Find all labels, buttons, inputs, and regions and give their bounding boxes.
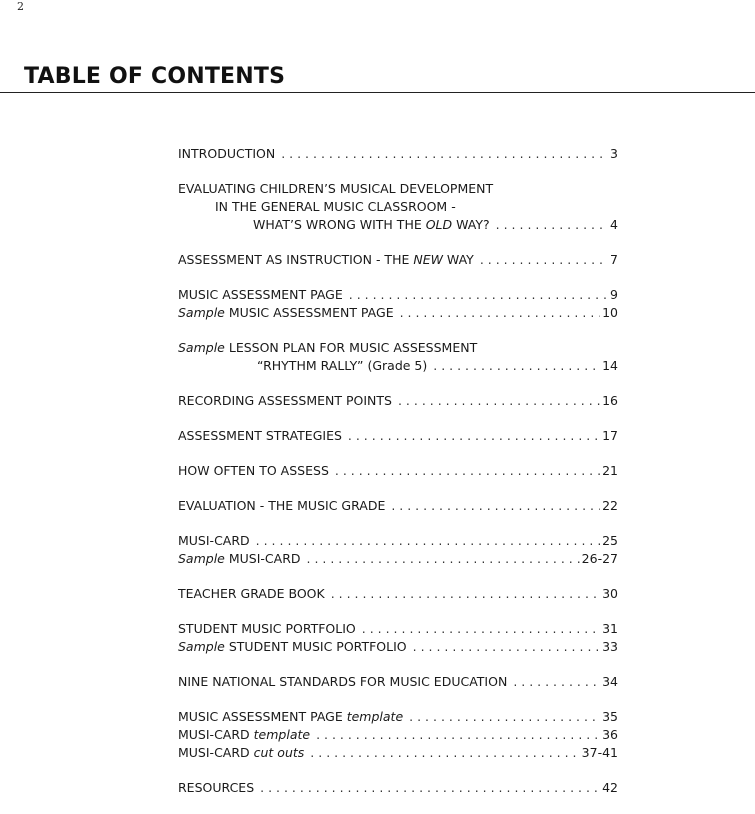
dot-leader — [391, 497, 600, 515]
toc-entry-sample-music-assessment-page[interactable] — [178, 304, 618, 322]
toc-entry-page: 37-41 — [581, 745, 618, 760]
toc-entry-evaluating-line1[interactable]: EVALUATING CHILDREN’S MUSICAL DEVELOPMENT — [178, 181, 494, 196]
toc-entry-strategies[interactable] — [178, 427, 618, 445]
dot-leader — [513, 673, 600, 691]
dot-leader — [310, 744, 579, 762]
toc-entry-portfolio[interactable] — [178, 620, 618, 638]
toc-entry-label: MUSI-CARD — [178, 533, 250, 548]
toc-entry-label: EVALUATION - THE MUSIC GRADE — [178, 498, 386, 513]
dot-leader — [496, 216, 608, 234]
toc-entry-label: RECORDING ASSESSMENT POINTS — [178, 393, 392, 408]
toc-entry-page: 33 — [602, 639, 618, 654]
toc-entry-page: 34 — [602, 674, 618, 689]
toc-entry-evaluating[interactable] — [178, 216, 618, 234]
toc-group-how-often — [178, 462, 618, 480]
dot-leader — [348, 427, 600, 445]
dot-leader — [398, 392, 600, 410]
table-of-contents — [178, 145, 618, 814]
toc-entry-label: Sample STUDENT MUSIC PORTFOLIO — [178, 639, 407, 654]
toc-group-evaluation — [178, 497, 618, 515]
toc-entry-musi-card[interactable] — [178, 532, 618, 550]
toc-group-portfolio — [178, 620, 618, 656]
dot-leader — [260, 779, 600, 797]
toc-entry-label: MUSIC ASSESSMENT PAGE template — [178, 709, 404, 724]
toc-entry-label: STUDENT MUSIC PORTFOLIO — [178, 621, 356, 636]
dot-leader — [331, 585, 600, 603]
toc-entry-page: 4 — [610, 217, 618, 232]
toc-entry-label: Sample MUSI-CARD — [178, 551, 301, 566]
toc-entry-page: 16 — [602, 393, 618, 408]
toc-entry-sample-portfolio[interactable] — [178, 638, 618, 656]
toc-entry-introduction[interactable] — [178, 145, 618, 163]
toc-entry-label: MUSIC ASSESSMENT PAGE — [178, 287, 343, 302]
toc-entry-grade-book[interactable] — [178, 585, 618, 603]
toc-entry-page: 22 — [602, 498, 618, 513]
toc-group-lesson-plan — [178, 339, 618, 375]
toc-entry-how-often[interactable] — [178, 462, 618, 480]
toc-entry-label: NINE NATIONAL STANDARDS FOR MUSIC EDUCATION — [178, 674, 508, 689]
page-number: 2 — [17, 0, 24, 13]
toc-group-assessment-instruction — [178, 251, 618, 269]
toc-entry-page: 26-27 — [581, 551, 618, 566]
dot-leader — [256, 532, 600, 550]
toc-group-evaluating — [178, 180, 618, 234]
toc-group-grade-book — [178, 585, 618, 603]
toc-entry-label: TEACHER GRADE BOOK — [178, 586, 325, 601]
dot-leader — [281, 145, 608, 163]
toc-entry-label: INTRODUCTION — [178, 146, 276, 161]
toc-entry-page: 21 — [602, 463, 618, 478]
toc-entry-page: 30 — [602, 586, 618, 601]
toc-group-standards — [178, 673, 618, 691]
toc-entry-label: ASSESSMENT AS INSTRUCTION - THE NEW WAY — [178, 252, 474, 267]
dot-leader — [400, 304, 601, 322]
toc-entry-sample-musi-card[interactable] — [178, 550, 618, 568]
toc-entry-standards[interactable] — [178, 673, 618, 691]
toc-entry-label: Sample MUSIC ASSESSMENT PAGE — [178, 305, 394, 320]
toc-entry-label: RESOURCES — [178, 780, 255, 795]
toc-entry-page: 35 — [602, 709, 618, 724]
toc-entry-page: 3 — [610, 146, 618, 161]
toc-entry-music-assessment-page[interactable] — [178, 286, 618, 304]
dot-leader — [362, 620, 600, 638]
toc-entry-label: MUSI-CARD cut outs — [178, 745, 305, 760]
toc-entry-page: 36 — [602, 727, 618, 742]
page-title: TABLE OF CONTENTS — [24, 64, 286, 89]
dot-leader — [307, 550, 580, 568]
toc-group-recording-points — [178, 392, 618, 410]
toc-entry-page: 14 — [602, 358, 618, 373]
toc-entry-recording-points[interactable] — [178, 392, 618, 410]
toc-entry-evaluating-line2[interactable]: IN THE GENERAL MUSIC CLASSROOM - — [215, 199, 456, 214]
toc-entry-assessment-instruction[interactable] — [178, 251, 618, 269]
toc-group-musi-card — [178, 532, 618, 568]
toc-entry-assessment-template[interactable] — [178, 708, 618, 726]
toc-entry-page: 17 — [602, 428, 618, 443]
dot-leader — [316, 726, 600, 744]
toc-entry-resources[interactable] — [178, 779, 618, 797]
toc-entry-page: 9 — [610, 287, 618, 302]
toc-entry-page: 25 — [602, 533, 618, 548]
title-rule — [0, 92, 755, 93]
toc-group-resources — [178, 779, 618, 797]
toc-entry-musi-card-cutouts[interactable] — [178, 744, 618, 762]
toc-group-music-assessment-page — [178, 286, 618, 322]
toc-entry-musi-card-template[interactable] — [178, 726, 618, 744]
toc-entry-label: MUSI-CARD template — [178, 727, 311, 742]
dot-leader — [409, 708, 600, 726]
toc-entry-page: 42 — [602, 780, 618, 795]
toc-entry-page: 10 — [602, 305, 618, 320]
toc-entry-label: HOW OFTEN TO ASSESS — [178, 463, 329, 478]
toc-group-introduction — [178, 145, 618, 163]
toc-entry-label: WHAT’S WRONG WITH THE OLD WAY? — [253, 217, 490, 232]
toc-group-strategies — [178, 427, 618, 445]
toc-entry-evaluation[interactable] — [178, 497, 618, 515]
toc-entry-lesson-plan-line1[interactable]: Sample LESSON PLAN FOR MUSIC ASSESSMENT — [178, 340, 478, 355]
dot-leader — [349, 286, 608, 304]
toc-group-templates — [178, 708, 618, 762]
dot-leader — [433, 357, 600, 375]
dot-leader — [335, 462, 600, 480]
dot-leader — [413, 638, 600, 656]
toc-entry-lesson-plan[interactable] — [178, 357, 618, 375]
dot-leader — [480, 251, 608, 269]
toc-entry-page: 7 — [610, 252, 618, 267]
toc-entry-label: ASSESSMENT STRATEGIES — [178, 428, 342, 443]
toc-entry-label: “RHYTHM RALLY” (Grade 5) — [257, 358, 428, 373]
toc-entry-page: 31 — [602, 621, 618, 636]
